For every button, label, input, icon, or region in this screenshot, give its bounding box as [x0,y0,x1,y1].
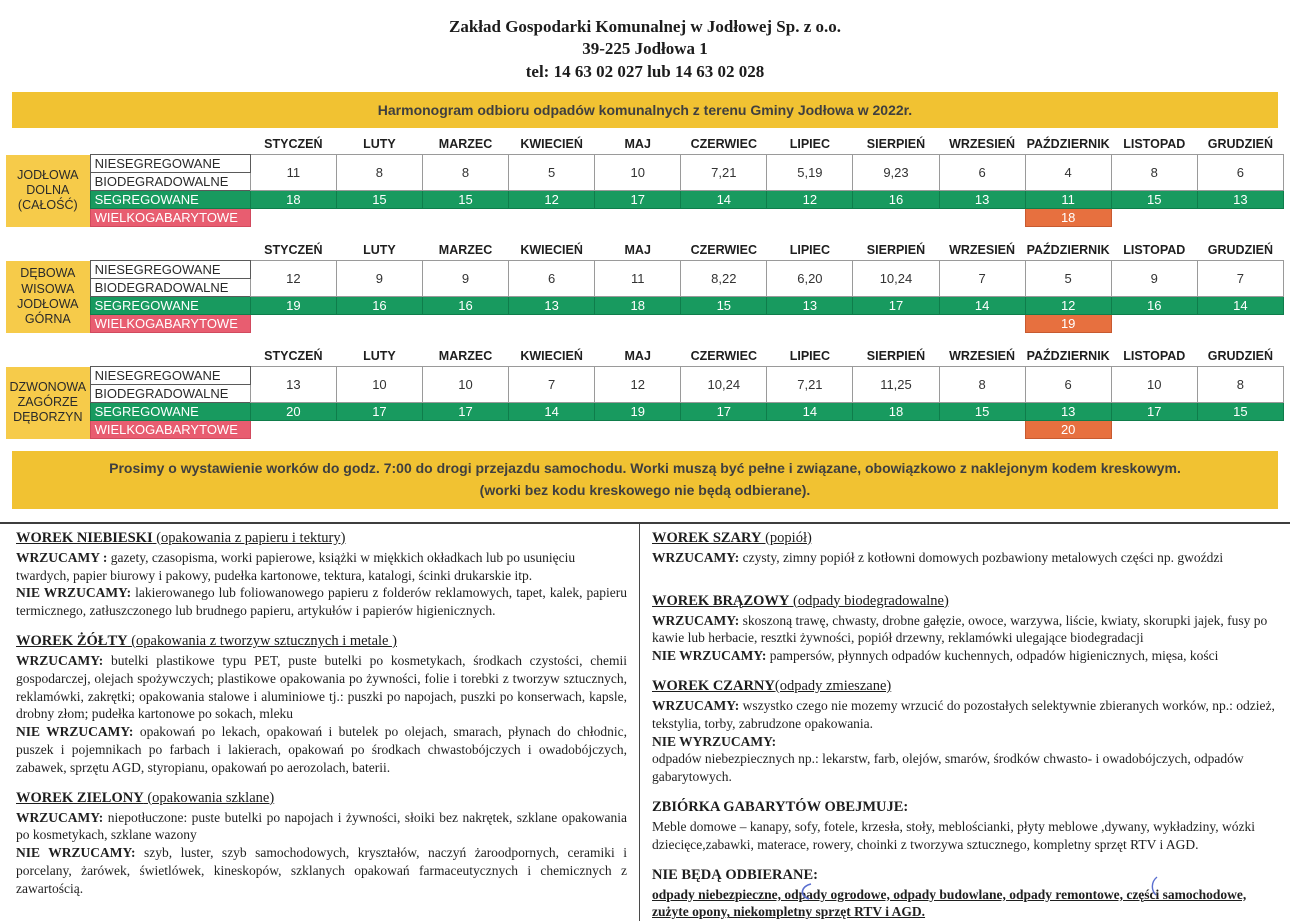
info-paragraph [652,612,1276,648]
company-name: Zakład Gospodarki Komunalnej w Jodłowej Sp. z o.o. [448,17,841,36]
empty-cell [853,421,939,439]
category-label-niesegregowane: NIESEGREGOWANE [90,367,250,385]
empty-cell [509,421,595,439]
section-heading-note: (popiół) [761,529,812,546]
month-header: WRZESIEŃ [949,243,1016,258]
pickup-date-cell: 8 [1111,155,1197,191]
month-header: SIERPIEŃ [866,243,926,258]
pickup-date-cell: 12 [250,261,336,297]
month-header: GRUDZIEŃ [1207,349,1274,364]
pickup-date-cell: 11,25 [853,367,939,403]
bulky-pickup-date-cell: 18 [1025,209,1111,227]
table-row [6,367,1284,385]
pickup-date-cell: 6 [939,155,1025,191]
category-label-biodegradowalne: BIODEGRADOWALNE [90,385,250,403]
paragraph-label: NIE WRZUCAMY: [16,585,132,601]
paragraph-label: WRZUCAMY: [16,652,104,668]
region-label [6,155,90,227]
month-header: STYCZEŃ [264,349,323,364]
segregowane-date-cell: 18 [853,403,939,421]
segregowane-date-cell: 20 [250,403,336,421]
info-paragraph [652,733,1276,751]
section-heading-title: WOREK ŻÓŁTY [16,632,128,649]
info-paragraph [16,549,627,585]
schedule-table-2 [6,345,1284,439]
segregowane-date-cell: 18 [595,297,681,315]
section-heading [652,593,1276,610]
region-label-line: WISOWA [21,281,75,296]
paragraph-label: NIE WYRZUCAMY: [652,733,777,749]
segregowane-date-cell: 12 [509,191,595,209]
section-heading-note: (opakowania z papieru i tektury) [152,529,346,546]
table-row [6,261,1284,279]
empty-cell [853,209,939,227]
paragraph-text: odpadów niebezpiecznych np.: lekarstw, farb, olejów, smarów, środków chwasto- i owadobójczych, odpadów gabarytowych. [652,751,1244,785]
month-header: LISTOPAD [1123,137,1186,152]
empty-cell [853,315,939,333]
segregowane-date-cell: 16 [853,191,939,209]
empty-cell [422,421,508,439]
region-label-line: JODŁOWA [17,296,79,311]
company-address: 39-225 Jodłowa 1 [582,39,708,59]
section-heading-note: (odpady zmieszane) [774,677,892,694]
pickup-date-cell: 8 [1197,367,1283,403]
month-header: MAJ [624,243,651,258]
empty-cell [681,421,767,439]
info-paragraph [652,697,1276,733]
pickup-date-cell: 9 [336,261,422,297]
segregowane-date-cell: 13 [509,297,595,315]
pickup-date-cell: 10 [336,367,422,403]
pickup-date-cell: 5 [1025,261,1111,297]
category-label-biodegradowalne: BIODEGRADOWALNE [90,173,250,191]
segregowane-date-cell: 15 [422,191,508,209]
month-header: GRUDZIEŃ [1207,243,1274,258]
empty-cell [509,209,595,227]
month-header: CZERWIEC [690,243,758,258]
empty-cell [509,315,595,333]
info-paragraph [652,886,1276,921]
category-label-segregowane: SEGREGOWANE [90,297,250,315]
pickup-date-cell: 10,24 [853,261,939,297]
section-right-0 [652,530,1276,567]
paragraph-text: wszystko czego nie mozemy wrzucić do pozostałych selektywnie zbieranych worków, np.: odzież, tekstylia, torby, zabrudzone opakowania. [652,697,1275,731]
month-header-spacer [6,345,250,367]
info-paragraph [16,652,627,723]
paragraph-label: WRZUCAMY: [16,809,104,825]
segregowane-date-cell: 18 [250,191,336,209]
category-label-wielkogabarytowe: WIELKOGABARYTOWE [90,209,250,227]
segregowane-date-cell: 17 [336,403,422,421]
segregowane-date-cell: 19 [595,403,681,421]
pickup-date-cell: 8,22 [681,261,767,297]
month-header: LIPIEC [789,137,831,152]
pickup-date-cell: 8 [422,155,508,191]
section-heading [652,799,1276,816]
section-heading-note: (opakowania z tworzyw sztucznych i metale ) [127,632,397,649]
month-header: LUTY [363,349,396,364]
pickup-date-cell: 6 [509,261,595,297]
pickup-date-cell: 10 [1111,367,1197,403]
info-paragraph [16,809,627,845]
month-header-spacer [6,133,250,155]
month-header: CZERWIEC [690,349,758,364]
pickup-date-cell: 11 [250,155,336,191]
pickup-date-cell: 5 [509,155,595,191]
company-phone: tel: 14 63 02 027 lub 14 63 02 028 [525,61,765,81]
section-heading [652,530,1276,547]
bulky-pickup-date-cell: 19 [1025,315,1111,333]
region-label [6,367,90,439]
paragraph-text: Meble domowe – kanapy, sofy, fotele, krzesła, stoły, meblościanki, płyty meblowe ,dywany, wykładziny, wózki dziecięce,zabawki, materace, rowery, choinki z tworzywa sztucznego, kompletny sprzęt RTV i AGD. [652,819,1255,852]
category-label-segregowane: SEGREGOWANE [90,403,250,421]
empty-cell [1111,421,1197,439]
category-label-niesegregowane: NIESEGREGOWANE [90,155,250,173]
paragraph-text: szyb, luster, szyb samochodowych, kryształów, naczyń żaroodpornych, ceramiki i porcelany, żarówek, świetlówek, kineskopów, szklanych opakowań farmaceutycznych i chemicznych z zawartością. [16,845,628,896]
empty-cell [681,315,767,333]
month-header: MARZEC [438,349,493,364]
empty-cell [595,209,681,227]
section-heading-title: WOREK BRĄZOWY [652,592,790,609]
table-row [6,421,1284,439]
segregowane-date-cell: 14 [681,191,767,209]
info-paragraph [652,549,1276,567]
region-label-line: DOLNA [26,183,70,198]
segregowane-date-cell: 13 [1025,403,1111,421]
section-heading-title: WOREK SZARY [652,529,762,546]
empty-cell [681,209,767,227]
month-header: SIERPIEŃ [866,349,926,364]
segregowane-date-cell: 15 [336,191,422,209]
pickup-date-cell: 7,21 [767,367,853,403]
empty-cell [767,209,853,227]
info-paragraph [652,647,1276,665]
segregowane-date-cell: 13 [767,297,853,315]
segregowane-date-cell: 14 [1197,297,1283,315]
pickup-date-cell: 7 [509,367,595,403]
section-heading-title: ZBIÓRKA GABARYTÓW OBEJMUJE: [652,799,909,815]
schedule-tables [0,133,1290,439]
paragraph-text: gazety, czasopisma, worki papierowe, książki w miękkich okładkach lub po usunięciu twardych, papier biurowy i pakowy, pudełka kartonowe, tektura, katalogi, ścinki drukarskie itp. [16,549,576,583]
info-column-right [640,524,1290,921]
pickup-date-cell: 6 [1197,155,1283,191]
region-label-line: DĘBOWA [20,266,76,281]
info-paragraph [16,844,627,897]
segregowane-date-cell: 16 [422,297,508,315]
category-label-wielkogabarytowe: WIELKOGABARYTOWE [90,421,250,439]
notice-line-1: Prosimy o wystawienie worków do godz. 7:00 do drogi przejazdu samochodu. Worki muszą być pełne i związane, obowiązkowo z naklejonym kodem kreskowym. [109,460,1181,477]
region-label-line: DĘBORZYN [13,410,83,425]
paragraph-text: odpady niebezpieczne, odpady ogrodowe, odpady budowlane, odpady remontowe, części samochodowe, zużyte opony, niekompletny sprzęt RTV i AGD. [652,886,1247,920]
month-header: MAJ [624,349,651,364]
paragraph-text: butelki plastikowe typu PET, puste butelki po kosmetykach, środkach czystości, chemii gospodarczej, olejach spożywczych; plastikowe opakowania po żywności, folie i torebki z tworzyw sztucznych, reklamówki, zakrętki; opakowania stalowe i aluminiowe tj.: puszki po napojach, puszki po konserwach, kapsle, drobny złom; pudełka kartonowe po sokach, mleku [16,652,627,722]
month-header-row [6,345,1284,367]
section-heading-note: (opakowania szklane) [143,789,275,806]
table-row [6,191,1284,209]
paragraph-label: NIE WRZUCAMY: [16,845,136,861]
schedule-table-1 [6,239,1284,333]
waste-info [0,522,1290,921]
month-header: KWIECIEŃ [520,349,583,364]
month-header: CZERWIEC [690,137,758,152]
title-banner: Harmonogram odbioru odpadów komunalnych z terenu Gminy Jodłowa w 2022r. [12,92,1278,128]
category-label-biodegradowalne: BIODEGRADOWALNE [90,279,250,297]
notice-line-2: (worki bez kodu kreskowego nie będą odbierane). [479,482,811,498]
table-row [6,209,1284,227]
segregowane-date-cell: 12 [1025,297,1111,315]
month-header: LIPIEC [789,243,831,258]
paragraph-label: WRZUCAMY: [652,612,740,628]
pickup-date-cell: 11 [595,261,681,297]
pickup-date-cell: 8 [939,367,1025,403]
region-label-line: (CAŁOŚĆ) [17,198,78,213]
empty-cell [767,421,853,439]
empty-cell [939,209,1025,227]
month-header: STYCZEŃ [264,137,323,152]
paragraph-text: pampersów, płynnych odpadów kuchennych, odpadów higienicznych, mięsa, kości [766,648,1219,664]
month-header: LISTOPAD [1123,349,1186,364]
section-heading-title: WOREK NIEBIESKI [16,529,153,546]
empty-cell [336,315,422,333]
bulky-pickup-date-cell: 20 [1025,421,1111,439]
table-row [6,315,1284,333]
empty-cell [939,421,1025,439]
segregowane-date-cell: 16 [336,297,422,315]
notice-banner [12,451,1278,508]
month-header: PAŹDZIERNIK [1026,137,1110,152]
region-label-line: ZAGÓRZE [17,395,78,410]
pickup-date-cell: 10,24 [681,367,767,403]
pickup-date-cell: 9 [422,261,508,297]
info-paragraph [652,750,1276,786]
segregowane-date-cell: 19 [250,297,336,315]
paragraph-text: skoszoną trawę, chwasty, drobne gałęzie, owoce, warzywa, liście, kwiaty, skorupki jajek, fusy po kawie lub herbacie, resztki żywności, popiół drzewny, reklamówki ulegające biodegradacji [652,612,1268,646]
month-header: LUTY [363,243,396,258]
section-heading [652,678,1276,695]
empty-cell [1197,209,1283,227]
category-label-niesegregowane: NIESEGREGOWANE [90,261,250,279]
schedule-table-0 [6,133,1284,227]
empty-cell [250,421,336,439]
month-header: LIPIEC [789,349,831,364]
empty-cell [1197,421,1283,439]
month-header: MAJ [624,137,651,152]
month-header: STYCZEŃ [264,243,323,258]
month-header: WRZESIEŃ [949,137,1016,152]
region-label-line: JODŁOWA [17,167,79,182]
region-label-line: GÓRNA [24,312,71,327]
month-header: PAŹDZIERNIK [1026,349,1110,364]
segregowane-date-cell: 14 [939,297,1025,315]
pickup-date-cell: 6 [1025,367,1111,403]
pickup-date-cell: 10 [422,367,508,403]
segregowane-date-cell: 17 [1111,403,1197,421]
info-paragraph [16,584,627,620]
section-heading [16,790,627,807]
paragraph-label: WRZUCAMY: [652,697,740,713]
segregowane-date-cell: 15 [939,403,1025,421]
table-row [6,297,1284,315]
paragraph-label: NIE WRZUCAMY: [16,724,134,740]
empty-cell [422,209,508,227]
pickup-date-cell: 7 [1197,261,1283,297]
category-label-wielkogabarytowe: WIELKOGABARYTOWE [90,315,250,333]
pickup-date-cell: 9,23 [853,155,939,191]
paragraph-label: WRZUCAMY : [16,549,108,565]
segregowane-date-cell: 14 [509,403,595,421]
empty-cell [250,209,336,227]
segregowane-date-cell: 14 [767,403,853,421]
section-heading [16,530,627,547]
segregowane-date-cell: 15 [681,297,767,315]
section-heading-note: (odpady biodegradowalne) [789,592,949,609]
empty-cell [595,315,681,333]
month-header: MARZEC [438,137,493,152]
segregowane-date-cell: 13 [939,191,1025,209]
empty-cell [422,315,508,333]
month-header-row [6,133,1284,155]
table-row [6,403,1284,421]
region-label-line: DZWONOWA [9,379,87,394]
empty-cell [250,315,336,333]
pickup-date-cell: 8 [336,155,422,191]
month-header: KWIECIEŃ [520,243,583,258]
paragraph-label: WRZUCAMY: [652,549,740,565]
pickup-date-cell: 10 [595,155,681,191]
month-header: LUTY [363,137,396,152]
pickup-date-cell: 6,20 [767,261,853,297]
month-header: GRUDZIEŃ [1207,137,1274,152]
section-left-2 [16,790,627,898]
empty-cell [939,315,1025,333]
paragraph-text: czysty, zimny popiół z kotłowni domowych pozbawiony metalowych części np. gwoździ [739,549,1224,565]
paragraph-text: opakowań po lekach, opakowań i butelek po olejach, smarach, płynach do chłodnic, puszek i pojemnikach po farbach i lakierach, opakowań po środkach chwastobójczych i owadobójczych, zabawek, sprzętu AGD, styropianu, opakowań po aerozolach, baterii. [16,724,628,775]
section-heading [652,867,1276,884]
month-header-spacer [6,239,250,261]
section-right-2 [652,678,1276,786]
pickup-date-cell: 7 [939,261,1025,297]
section-left-1 [16,633,627,777]
segregowane-date-cell: 17 [422,403,508,421]
segregowane-date-cell: 13 [1197,191,1283,209]
section-left-0 [16,530,627,620]
info-paragraph [16,723,627,776]
pickup-date-cell: 12 [595,367,681,403]
table-row [6,155,1284,173]
segregowane-date-cell: 15 [1197,403,1283,421]
pickup-date-cell: 9 [1111,261,1197,297]
segregowane-date-cell: 15 [1111,191,1197,209]
segregowane-date-cell: 12 [767,191,853,209]
company-header [0,0,1290,83]
section-heading-title: WOREK CZARNY [652,677,775,694]
segregowane-date-cell: 17 [853,297,939,315]
region-label [6,261,90,333]
segregowane-date-cell: 16 [1111,297,1197,315]
empty-cell [595,421,681,439]
section-right-4 [652,867,1276,921]
section-heading [16,633,627,650]
pickup-date-cell: 7,21 [681,155,767,191]
empty-cell [1111,209,1197,227]
month-header: PAŹDZIERNIK [1026,243,1110,258]
month-header: SIERPIEŃ [866,137,926,152]
info-column-left [0,524,640,921]
segregowane-date-cell: 17 [595,191,681,209]
empty-cell [336,421,422,439]
pickup-date-cell: 4 [1025,155,1111,191]
section-heading-title: NIE BĘDĄ ODBIERANE: [652,866,818,883]
month-header: LISTOPAD [1123,243,1186,258]
month-header: KWIECIEŃ [520,137,583,152]
empty-cell [1111,315,1197,333]
info-paragraph [652,818,1276,854]
pickup-date-cell: 5,19 [767,155,853,191]
paragraph-text: lakierowanego lub foliowanowego papieru z folderów reklamowych, tapet, kalek, papieru termicznego, zatłuszczonego lub brudnego papieru, artykułów i papierów higienicznych. [16,585,627,619]
paragraph-text: niepotłuczone: puste butelki po napojach i żywności, słoiki bez nakrętek, szklane opakowania po kosmetykach, szklane wazony [16,809,627,843]
empty-cell [1197,315,1283,333]
section-right-1 [652,593,1276,665]
section-heading-title: WOREK ZIELONY [16,789,144,806]
pickup-date-cell: 13 [250,367,336,403]
category-label-segregowane: SEGREGOWANE [90,191,250,209]
month-header: MARZEC [438,243,493,258]
month-header-row [6,239,1284,261]
month-header: WRZESIEŃ [949,349,1016,364]
section-right-3 [652,799,1276,854]
segregowane-date-cell: 11 [1025,191,1111,209]
empty-cell [336,209,422,227]
empty-cell [767,315,853,333]
paragraph-label: NIE WRZUCAMY: [652,648,767,664]
segregowane-date-cell: 17 [681,403,767,421]
